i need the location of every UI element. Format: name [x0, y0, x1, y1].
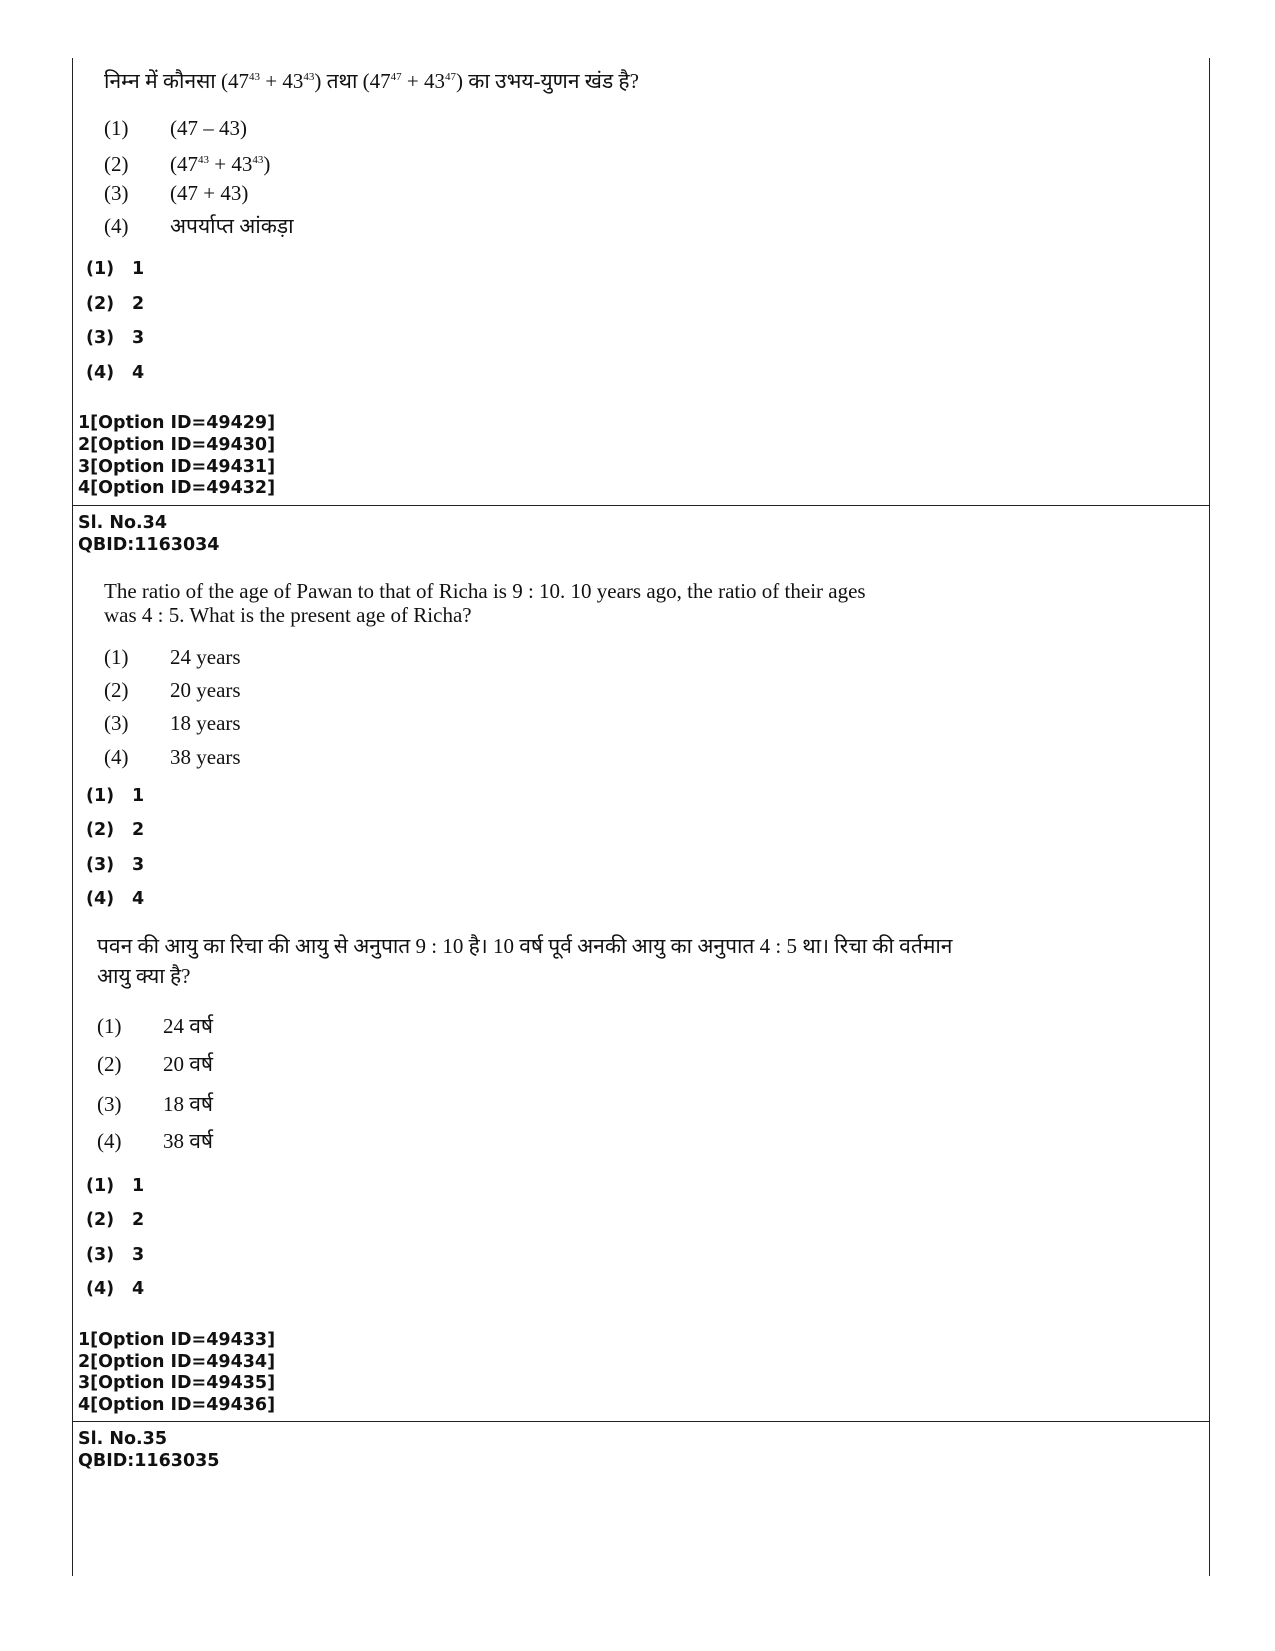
q35-sl-no: Sl. No.35: [78, 1429, 168, 1449]
q34-answer-en-4[interactable]: (4) 4: [86, 889, 145, 909]
q34-option-hi-1: (1) 24 वर्ष: [97, 1014, 214, 1038]
q35-qbid: QBID:1163035: [78, 1451, 220, 1471]
q34-qbid: QBID:1163034: [78, 535, 220, 555]
q34-option-id-4: 4[Option ID=49436]: [78, 1395, 276, 1415]
divider: [72, 1421, 1210, 1422]
q33-answer-2[interactable]: (2) 2: [86, 294, 145, 314]
q33-question: निम्न में कौनसा $(47^{43} + 43^{43})$ तथा $(47^{47} + 43^{47})$ का उभय-युणन खंड है?: [104, 69, 639, 93]
q34-question-en-line1: The ratio of the age of Pawan to that of Richa is 9 : 10. 10 years ago, the ratio of their ages: [104, 579, 866, 603]
q33-option-id-3: 3[Option ID=49431]: [78, 457, 276, 477]
q33-option-1: (1) (47 – 43): [104, 116, 247, 140]
q34-question-hi-line2: आयु क्या है?: [97, 964, 191, 988]
q33-option-3: (3) (47 + 43): [104, 181, 249, 205]
q34-answer-hi-4[interactable]: (4) 4: [86, 1279, 145, 1299]
q34-answer-hi-2[interactable]: (2) 2: [86, 1210, 145, 1230]
q34-answer-hi-3[interactable]: (3) 3: [86, 1245, 145, 1265]
q34-option-en-1: (1) 24 years: [104, 645, 241, 669]
q34-answer-en-3[interactable]: (3) 3: [86, 855, 145, 875]
q33-answer-4[interactable]: (4) 4: [86, 363, 145, 383]
q34-answer-en-1[interactable]: (1) 1: [86, 786, 145, 806]
q34-option-hi-2: (2) 20 वर्ष: [97, 1052, 214, 1076]
q34-option-en-4: (4) 38 years: [104, 745, 241, 769]
q33-option-id-2: 2[Option ID=49430]: [78, 435, 276, 455]
q34-option-hi-3: (3) 18 वर्ष: [97, 1092, 214, 1116]
q34-option-id-1: 1[Option ID=49433]: [78, 1330, 276, 1350]
q34-option-en-3: (3) 18 years: [104, 711, 241, 735]
q33-answer-3[interactable]: (3) 3: [86, 328, 145, 348]
q33-option-id-4: 4[Option ID=49432]: [78, 478, 276, 498]
divider: [72, 505, 1210, 506]
q34-answer-hi-1[interactable]: (1) 1: [86, 1176, 145, 1196]
q34-option-hi-4: (4) 38 वर्ष: [97, 1129, 214, 1153]
q34-question-en-line2: was 4 : 5. What is the present age of Richa?: [104, 603, 472, 627]
q34-answer-en-2[interactable]: (2) 2: [86, 820, 145, 840]
q34-sl-no: Sl. No.34: [78, 513, 168, 533]
q33-option-id-1: 1[Option ID=49429]: [78, 413, 276, 433]
q34-option-id-3: 3[Option ID=49435]: [78, 1373, 276, 1393]
q34-option-id-2: 2[Option ID=49434]: [78, 1352, 276, 1372]
q34-question-hi-line1: पवन की आयु का रिचा की आयु से अनुपात 9 : 10 है। 10 वर्ष पूर्व अनकी आयु का अनुपात 4 : 5 था। रिचा की वर्तमान: [97, 934, 953, 958]
q33-option-4: (4) अपर्याप्त आंकड़ा: [104, 214, 294, 238]
q33-answer-1[interactable]: (1) 1: [86, 259, 145, 279]
q33-option-2: (2) $(47^{43} + 43^{43})$: [104, 152, 271, 176]
q34-option-en-2: (2) 20 years: [104, 678, 241, 702]
